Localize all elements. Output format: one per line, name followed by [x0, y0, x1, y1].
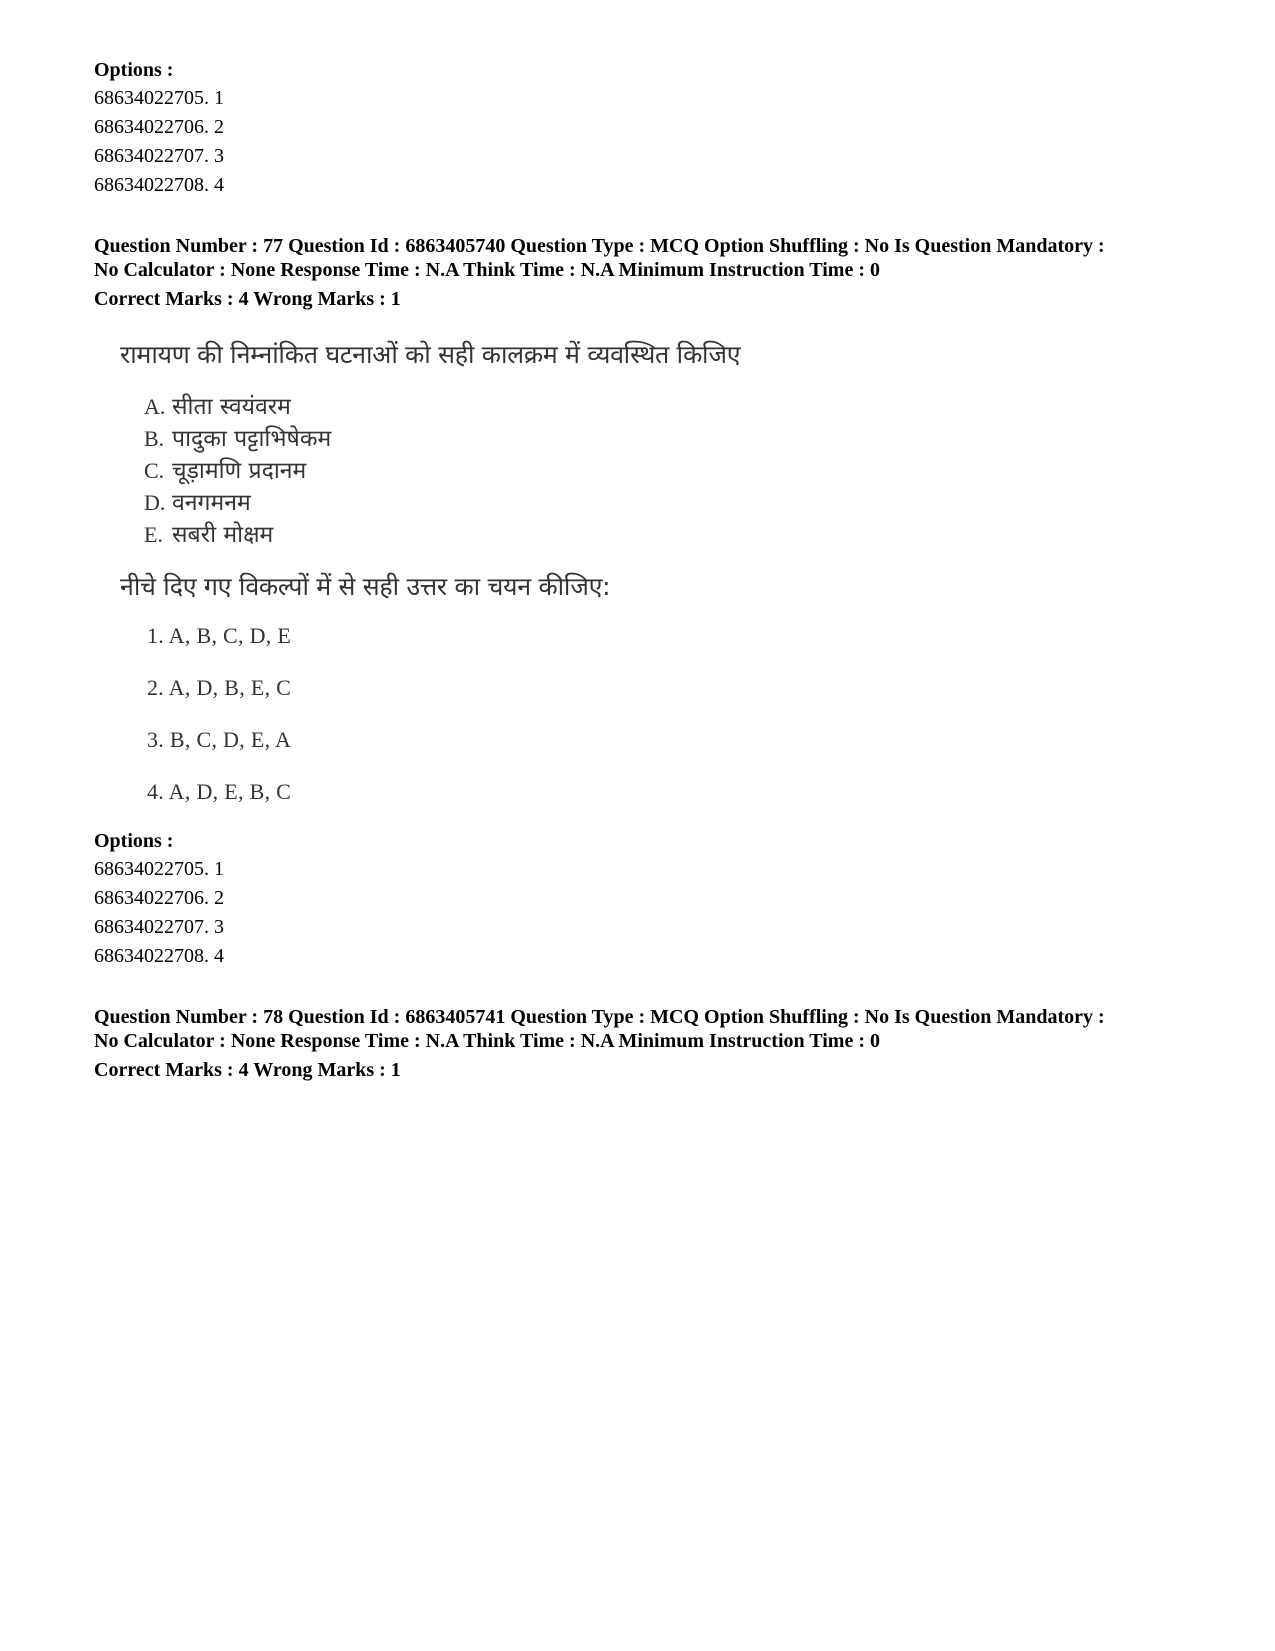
option-line: 68634022705. 1 [94, 858, 224, 880]
option-line: 68634022708. 4 [94, 174, 224, 196]
question-header [94, 1005, 1194, 1082]
options-list [94, 855, 1194, 971]
option-line: 68634022707. 3 [94, 916, 224, 938]
statement-text: सीता स्वयंवरम [172, 394, 291, 420]
options-block-prev [94, 58, 1194, 200]
statement-letter: C. [144, 458, 165, 483]
statement-item [144, 487, 1194, 519]
option-line: 68634022707. 3 [94, 145, 224, 167]
statement-item [144, 423, 1194, 455]
option-line: 68634022706. 2 [94, 887, 224, 909]
statement-text: वनगमनम [172, 490, 251, 516]
statement-letter: A. [144, 394, 166, 419]
statement-item [144, 391, 1194, 423]
option-line: 68634022708. 4 [94, 945, 224, 967]
option-line: 68634022705. 1 [94, 87, 224, 109]
answer-choice: 1. A, B, C, D, E [147, 623, 292, 648]
statement-item [144, 519, 1194, 551]
answer-choice: 3. B, C, D, E, A [147, 727, 292, 752]
answer-choice-list [147, 621, 1194, 807]
statement-text: चूड़ामणि प्रदानम [172, 458, 307, 484]
question-prompt: रामायण की निम्नांकित घटनाओं को सही कालक्रम में व्यवस्थित किजिए [120, 340, 741, 369]
statement-item [144, 455, 1194, 487]
question-body [120, 339, 1194, 807]
statement-letter: D. [144, 490, 166, 515]
options-label: Options : [94, 59, 174, 81]
statement-text: पादुका पट्टाभिषेकम [172, 426, 332, 452]
question-77 [94, 234, 1194, 971]
options-label: Options : [94, 830, 174, 852]
choose-instruction: नीचे दिए गए विकल्पों में से सही उत्तर का चयन कीजिए: [120, 572, 611, 601]
statement-letter: B. [144, 426, 165, 451]
options-block-q77 [94, 829, 1194, 971]
answer-choice: 4. A, D, E, B, C [147, 779, 292, 804]
question-marks: Correct Marks : 4 Wrong Marks : 1 [94, 288, 401, 310]
option-line: 68634022706. 2 [94, 116, 224, 138]
document-page [94, 58, 1194, 1082]
statement-text: सबरी मोक्षम [172, 522, 274, 548]
question-header [94, 234, 1194, 311]
answer-choice: 2. A, D, B, E, C [147, 675, 292, 700]
question-meta-line2: No Calculator : None Response Time : N.A Think Time : N.A Minimum Instruction Time : 0 [94, 259, 880, 281]
question-meta-line1: Question Number : 78 Question Id : 6863405741 Question Type : MCQ Option Shuffling : No Is Question Mandatory : [94, 1006, 1105, 1028]
question-meta-line2: No Calculator : None Response Time : N.A Think Time : N.A Minimum Instruction Time : 0 [94, 1030, 880, 1052]
options-list [94, 84, 1194, 200]
question-meta-line1: Question Number : 77 Question Id : 6863405740 Question Type : MCQ Option Shuffling : No Is Question Mandatory : [94, 235, 1105, 257]
statement-list [144, 391, 1194, 551]
question-marks: Correct Marks : 4 Wrong Marks : 1 [94, 1059, 401, 1081]
statement-letter: E. [144, 522, 163, 547]
question-78 [94, 1005, 1194, 1082]
